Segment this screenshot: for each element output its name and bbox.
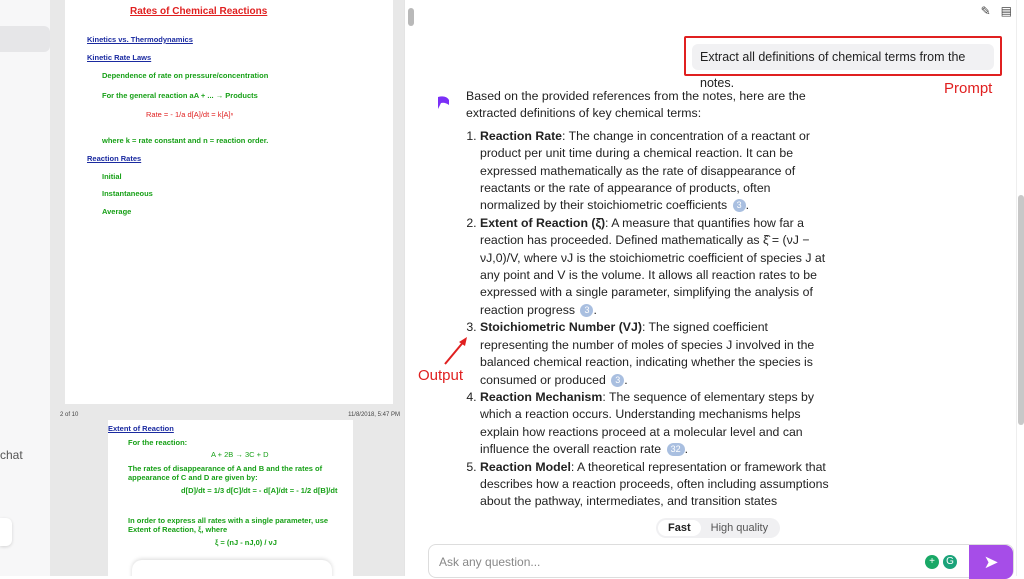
citation-badge[interactable]: 32 [667, 443, 685, 456]
citation-badge[interactable]: 3 [580, 304, 593, 317]
doc-rate-item: Average [102, 207, 132, 216]
pdf-page-2 [108, 420, 353, 576]
page-timestamp: 11/8/2018, 5:47 PM [348, 412, 400, 418]
list-item: 3. Stoichiometric Number (VJ): The signed coefficient representing the number of moles of species J involved in the balanced chemical reaction, indicating whether the species is consumed or produced 3 . [480, 319, 832, 389]
p2-line: For the reaction: [128, 438, 188, 447]
scroll-thumb[interactable] [408, 8, 414, 26]
mode-toggle[interactable] [656, 518, 780, 538]
send-button[interactable] [969, 545, 1013, 579]
document-icon[interactable]: ▤ [1000, 4, 1012, 18]
p2-line: The rates of disappearance of A and B and the rates of appearance of C and D are given by: [128, 464, 323, 482]
list-item: 1. Reaction Rate: The change in concentration of a reactant or product per unit time during a chemical reaction. It can be expressed mathematically as the rate of disappearance of reactants or the rate of appearance of products, often normalized by their stoichiometric coefficients 3 . [480, 128, 832, 215]
list-item: 4. Reaction Mechanism: The sequence of elementary steps by which a reaction occurs. Understanding mechanisms helps explain how reactions proceed at a molecular level and can influence the overall reaction rate 32 . [480, 389, 832, 459]
term: Reaction Rate [480, 128, 563, 143]
doc-line: Dependence of rate on pressure/concentration [102, 71, 269, 80]
sidebar-collapsed-card[interactable] [0, 518, 12, 546]
mode-fast-button[interactable]: Fast [658, 520, 701, 536]
p2-equation: d[D]/dt = 1/3 d[C]/dt = - d[A]/dt = - 1/2 d[B]/dt [181, 486, 338, 495]
doc-line: For the general reaction aA + ... → Products [102, 91, 258, 100]
citation-badge[interactable]: 3 [733, 199, 746, 212]
sidebar-chat-label[interactable]: chat [0, 448, 23, 462]
definition-list [466, 128, 832, 511]
chat-scroll-thumb[interactable] [1018, 195, 1024, 425]
answer-intro: Based on the provided references from the notes, here are the extracted definitions of key chemical terms: [466, 89, 806, 121]
p2-equation-2: ξ = (nJ - nJ,0) / νJ [215, 538, 277, 547]
definition: : The signed coefficient representing the number of moles of species J involved in the balanced chemical reaction, indicating whether the species is consumed or produced [480, 320, 815, 387]
list-item [480, 459, 832, 511]
feedback-icon[interactable]: ✎ [980, 4, 991, 18]
doc-link-rate-laws[interactable]: Kinetic Rate Laws [87, 53, 152, 62]
definition: : A theoretical representation or framework that describes how a reaction proceeds, often including assumptions about the pathway, intermediates, and transition states [480, 459, 829, 509]
mode-high-quality-button[interactable]: High quality [710, 522, 769, 534]
annotation-prompt: Prompt [944, 80, 993, 97]
page-number: 2 of 10 [60, 412, 79, 418]
doc-link-kinetics[interactable]: Kinetics vs. Thermodynamics [87, 35, 193, 44]
left-sidebar [0, 0, 50, 576]
pdf-viewer [50, 0, 417, 576]
user-prompt-bubble: Extract all definitions of chemical terms from the notes. [692, 44, 994, 70]
page-footer [60, 412, 400, 418]
pdf-page [65, 0, 393, 404]
chat-scrollbar[interactable] [1016, 0, 1024, 576]
term: Extent of Reaction (ξ̂) [480, 215, 606, 230]
list-item: 2. Extent of Reaction (ξ̂): A measure that quantifies how far a reaction has proceeded. Defined mathematically as ξ̂ = (νJ − νJ,0)/V, where νJ is the stoichiometric coefficient of species J at any point and V is the volume. It allows all reaction rates to be expressed with a single parameter, simplifying the analysis of reaction progress 3 . [480, 215, 832, 319]
definition: : A measure that quantifies how far a reaction has proceeded. Defined mathematically as ξ̂ = (νJ − νJ,0)/V, where νJ is the stoichiometric coefficient of species J at any point and V is the volume. It allows all reaction rates to be expressed with a single parameter, simplifying the analysis of reaction progress [480, 215, 826, 317]
chat-pane [418, 0, 1024, 576]
term: Reaction Model [480, 459, 571, 474]
rate-equation: Rate = - 1/a d[A]/dt = k[A]ⁿ [146, 110, 234, 119]
p2-line: In order to express all rates with a single parameter, use Extent of Reaction, ξ, where [128, 516, 329, 534]
p2-reaction: A + 2B → 3C + D [211, 450, 269, 459]
term: Stoichiometric Number (VJ) [480, 320, 642, 335]
doc-rate-item: Initial [102, 172, 122, 181]
sidebar-selected-item[interactable] [0, 26, 50, 52]
pdf-scrollbar[interactable] [404, 0, 417, 576]
chat-input-placeholder: Ask any question... [439, 555, 541, 569]
p2-title[interactable]: Extent of Reaction [108, 424, 174, 433]
definition: : The sequence of elementary steps by which a reaction occurs. Understanding mechanisms helps explain how reactions proceed at a molecular level and can influence the overall reaction rate [480, 389, 815, 457]
chat-input[interactable] [428, 544, 1014, 578]
ai-answer [466, 88, 832, 511]
top-icons [981, 4, 1012, 18]
term: Reaction Mechanism [480, 389, 603, 404]
doc-line: where k = rate constant and n = reaction order. [102, 136, 269, 145]
doc-title: Rates of Chemical Reactions [130, 6, 268, 17]
grammarly-icon[interactable]: G [943, 555, 957, 569]
ai-avatar-icon [434, 94, 452, 112]
citation-badge[interactable]: 3 [611, 374, 624, 387]
doc-rate-item: Instantaneous [102, 189, 153, 198]
definition: : The change in concentration of a reactant or product per unit time during a chemical reaction. It can be expressed mathematically as the rate of disappearance of reactants or the rate of appearance of products, often normalized by their stoichiometric coefficients [480, 128, 810, 213]
send-arrow-icon: ➤ [983, 552, 999, 572]
annotation-output: Output [418, 367, 464, 384]
doc-link-reaction-rates[interactable]: Reaction Rates [87, 154, 142, 163]
add-icon[interactable]: + [925, 555, 939, 569]
pdf-toolbar[interactable] [132, 560, 332, 576]
